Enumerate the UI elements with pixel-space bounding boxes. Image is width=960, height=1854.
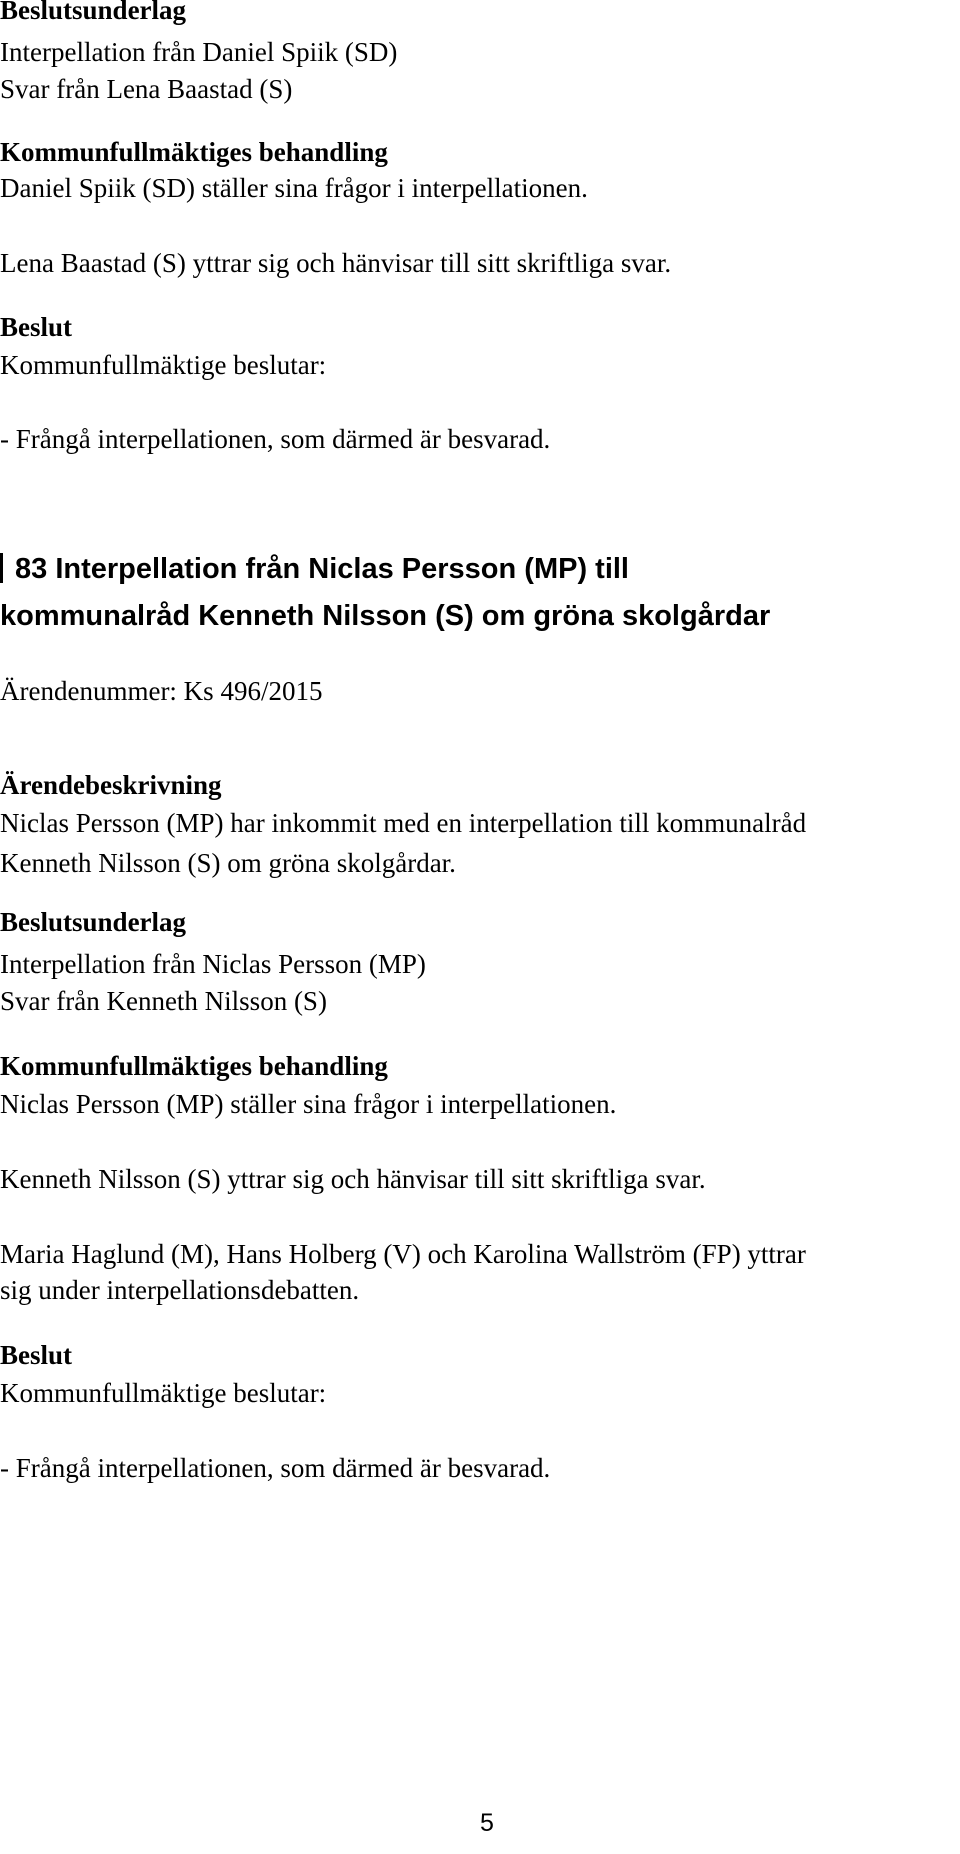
- beskrivning-heading: Ärendebeskrivning: [0, 770, 222, 800]
- behandling-paragraph-3-line-2: sig under interpellationsdebatten.: [0, 1275, 360, 1305]
- beskrivning-line-2: Kenneth Nilsson (S) om gröna skolgårdar.: [0, 848, 456, 878]
- arendenummer: Ärendenummer: Ks 496/2015: [0, 676, 323, 706]
- prev-behandling-paragraph-1: Daniel Spiik (SD) ställer sina frågor i interpellationen.: [0, 173, 588, 203]
- beslut-item: - Frångå interpellationen, som därmed är besvarad.: [0, 1453, 551, 1483]
- prev-beslut-heading: Beslut: [0, 312, 73, 342]
- prev-behandling-paragraph-2: Lena Baastad (S) yttrar sig och hänvisar till sitt skriftliga svar.: [0, 248, 672, 278]
- underlag-item-2: Svar från Kenneth Nilsson (S): [0, 986, 327, 1016]
- page-number: 5: [480, 1809, 494, 1837]
- prev-underlag-heading: Beslutsunderlag: [0, 0, 187, 25]
- section-title-line-2: kommunalråd Kenneth Nilsson (S) om gröna skolgårdar: [0, 600, 771, 632]
- beskrivning-line-1: Niclas Persson (MP) har inkommit med en interpellation till kommunalråd: [0, 808, 807, 838]
- prev-underlag-item-2: Svar från Lena Baastad (S): [0, 74, 293, 104]
- section-title-text-1: 83 Interpellation från Niclas Persson (MP) till: [15, 553, 629, 585]
- underlag-item-1: Interpellation från Niclas Persson (MP): [0, 949, 426, 979]
- beslut-intro: Kommunfullmäktige beslutar:: [0, 1378, 327, 1408]
- behandling-paragraph-2: Kenneth Nilsson (S) yttrar sig och hänvisar till sitt skriftliga svar.: [0, 1164, 706, 1194]
- underlag-heading: Beslutsunderlag: [0, 907, 187, 937]
- text-cursor-mark: [0, 553, 3, 583]
- behandling-paragraph-3-line-1: Maria Haglund (M), Hans Holberg (V) och Karolina Wallström (FP) yttrar: [0, 1239, 806, 1269]
- behandling-heading: Kommunfullmäktiges behandling: [0, 1051, 388, 1081]
- behandling-paragraph-1: Niclas Persson (MP) ställer sina frågor i interpellationen.: [0, 1089, 617, 1119]
- prev-underlag-item-1: Interpellation från Daniel Spiik (SD): [0, 37, 398, 67]
- beslut-heading: Beslut: [0, 1340, 73, 1370]
- prev-behandling-heading: Kommunfullmäktiges behandling: [0, 137, 388, 167]
- prev-beslut-item: - Frångå interpellationen, som därmed är besvarad.: [0, 424, 551, 454]
- prev-beslut-intro: Kommunfullmäktige beslutar:: [0, 350, 327, 380]
- section-title-line-1: [0, 552, 629, 586]
